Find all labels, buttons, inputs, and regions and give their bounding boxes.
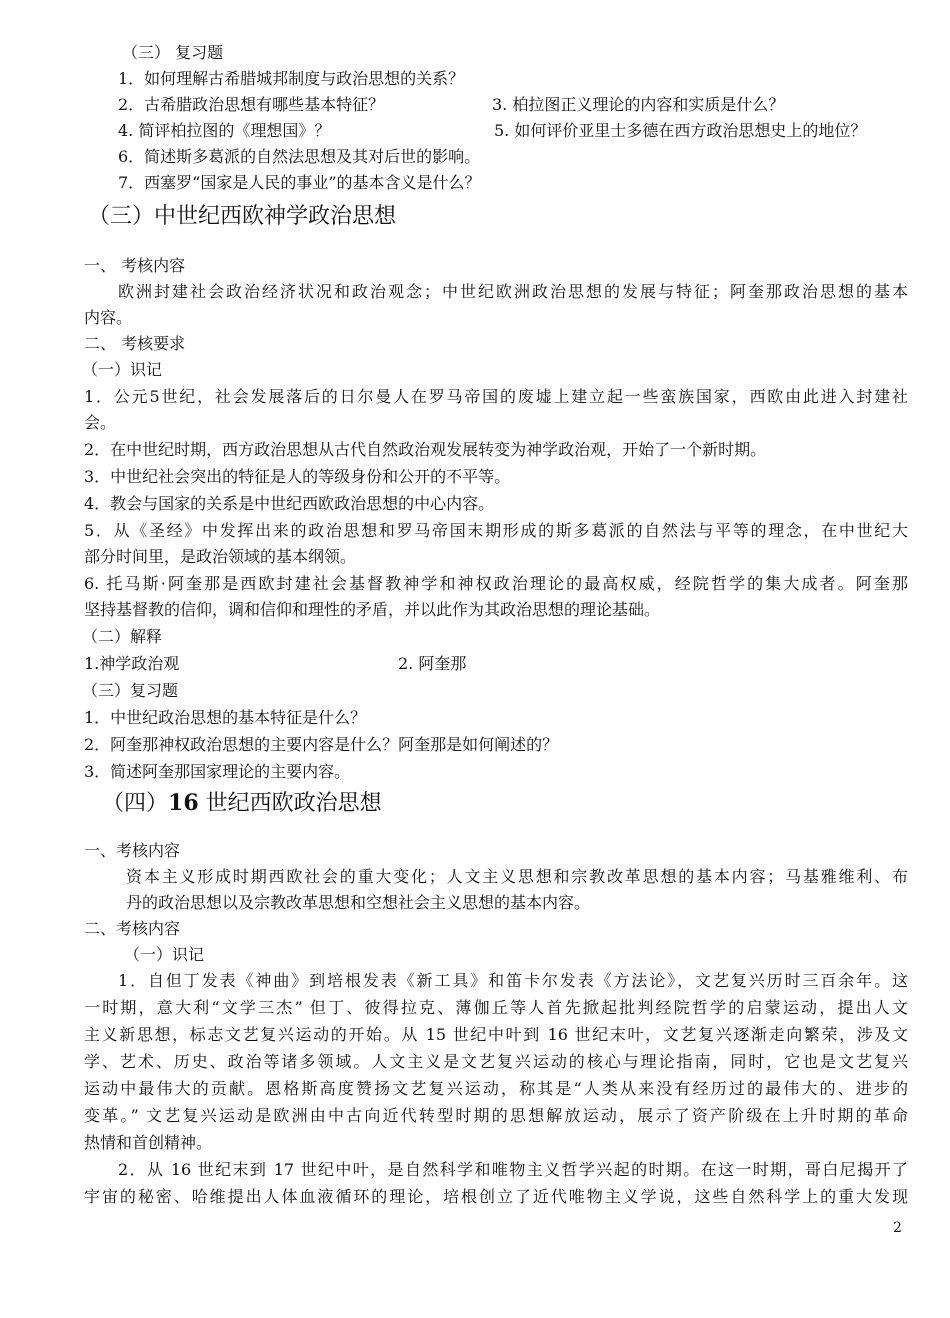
section-title: （三）中世纪西欧神学政治思想 xyxy=(88,204,397,229)
review-question: 5. 如何评价亚里士多德在西方政治思想史上的地位？ xyxy=(494,121,867,140)
section-heading: 二、 考核要求 xyxy=(84,334,186,353)
review-question: 4. 简评柏拉图的《理想国》？ xyxy=(118,121,331,140)
section-title-number: 16 xyxy=(168,790,199,816)
subsection-heading: （一）识记 xyxy=(82,360,163,379)
review-question: 1．如何理解古希腊城邦制度与政治思想的关系？ xyxy=(118,69,465,88)
review-question: 6．简述斯多葛派的自然法思想及其对后世的影响。 xyxy=(118,147,481,166)
review-question: 3. 柏拉图正义理论的内容和实质是什么？ xyxy=(492,95,785,114)
paragraph-line: 丹的政治思想以及宗教改革思想和空想社会主义思想的基本内容。 xyxy=(126,893,591,912)
review-question: 2．阿奎那神权政治思想的主要内容是什么？阿奎那是如何阐述的？ xyxy=(84,735,559,754)
subsection-heading: （一）识记 xyxy=(124,945,205,964)
section-heading: 一、 考核内容 xyxy=(84,256,186,275)
section-heading: 二、考核内容 xyxy=(84,919,181,938)
paragraph-line: 热情和首创精神。 xyxy=(84,1133,213,1152)
paragraph-line: 部分时间里，是政治领域的基本纲领。 xyxy=(84,547,357,566)
paragraph-line: 学、艺术、历史、政治等诸多领域。人文主义是文艺复兴运动的核心与理论指南，同时，它也是文艺复兴 xyxy=(84,1052,908,1071)
paragraph-line: 1．自但丁发表《神曲》到培根发表《新工具》和笛卡尔发表《方法论》，文艺复兴历时三百余年。这 xyxy=(118,971,908,990)
paragraph-line: 6. 托马斯·阿奎那是西欧封建社会基督教神学和神权政治理论的最高权威，经院哲学的集大成者。阿奎那 xyxy=(84,574,908,593)
review-question: 2．古希腊政治思想有哪些基本特征？ xyxy=(118,95,385,114)
section-heading: 一、考核内容 xyxy=(84,841,181,860)
paragraph-line: 会。 xyxy=(84,413,117,432)
paragraph-line: 宇宙的秘密、哈维提出人体血液循环的理论，培根创立了近代唯物主义学说，这些自然科学上的重大发现 xyxy=(84,1187,908,1206)
paragraph-line: 变革。” 文艺复兴运动是欧洲由中古向近代转型时期的思想解放运动，展示了资产阶级在上升时期的革命 xyxy=(84,1106,908,1125)
paragraph-line: 主义新思想，标志文艺复兴运动的开始。从 15 世纪中叶到 16 世纪末叶，文艺复兴逐渐走向繁荣，涉及文 xyxy=(84,1025,908,1044)
section-title xyxy=(102,787,932,820)
paragraph-line: 2．从 16 世纪末到 17 世纪中叶，是自然科学和唯物主义哲学兴起的时期。在这一时期，哥白尼揭开了 xyxy=(118,1160,908,1179)
paragraph-line: 5．从《圣经》中发挥出来的政治思想和罗马帝国末期形成的斯多葛派的自然法与平等的理念，在中世纪大 xyxy=(84,521,908,540)
paragraph-line: 一时期，意大利“文学三杰” 但丁、彼得拉克、薄伽丘等人首先掀起批判经院哲学的启蒙运动，提出人文 xyxy=(84,998,908,1017)
review-question: 3．简述阿奎那国家理论的主要内容。 xyxy=(84,762,351,781)
review-question: 1．中世纪政治思想的基本特征是什么？ xyxy=(84,708,367,727)
page-number: 2 xyxy=(893,1220,902,1236)
paragraph-line: 内容。 xyxy=(84,308,133,327)
section-title-prefix: （四） xyxy=(102,791,169,816)
subsection-heading: （二）解释 xyxy=(82,627,163,646)
review-question: 7．西塞罗“国家是人民的事业”的基本含义是什么？ xyxy=(118,173,481,192)
paragraph-line: 2．在中世纪时期，西方政治思想从古代自然政治观发展转变为神学政治观，开始了一个新时期。 xyxy=(84,440,767,459)
section-title-rest: 世纪西欧政治思想 xyxy=(198,791,382,816)
paragraph-line: 4．教会与国家的关系是中世纪西欧政治思想的中心内容。 xyxy=(84,494,495,513)
paragraph-line: 1．公元5世纪，社会发展落后的日尔曼人在罗马帝国的废墟上建立起一些蛮族国家，西欧由此进入封建社 xyxy=(84,387,908,406)
paragraph-line: 3．中世纪社会突出的特征是人的等级身份和公开的不平等。 xyxy=(84,467,511,486)
term-item: 2. 阿奎那 xyxy=(398,654,467,673)
review-heading: （三） 复习题 xyxy=(122,43,224,62)
paragraph-line: 坚持基督教的信仰，调和信仰和理性的矛盾，并以此作为其政治思想的理论基础。 xyxy=(84,600,661,619)
subsection-heading: （三）复习题 xyxy=(82,681,179,700)
paragraph-line: 资本主义形成时期西欧社会的重大变化；人文主义思想和宗教改革思想的基本内容；马基雅维利、布 xyxy=(126,867,908,886)
paragraph-line: 欧洲封建社会政治经济状况和政治观念；中世纪欧洲政治思想的发展与特征；阿奎那政治思想的基本 xyxy=(118,282,908,301)
term-item: 1.神学政治观 xyxy=(84,654,180,673)
paragraph-line: 运动中最伟大的贡献。恩格斯高度赞扬文艺复兴运动，称其是“人类从来没有经历过的最伟大的、进步的 xyxy=(84,1079,908,1098)
